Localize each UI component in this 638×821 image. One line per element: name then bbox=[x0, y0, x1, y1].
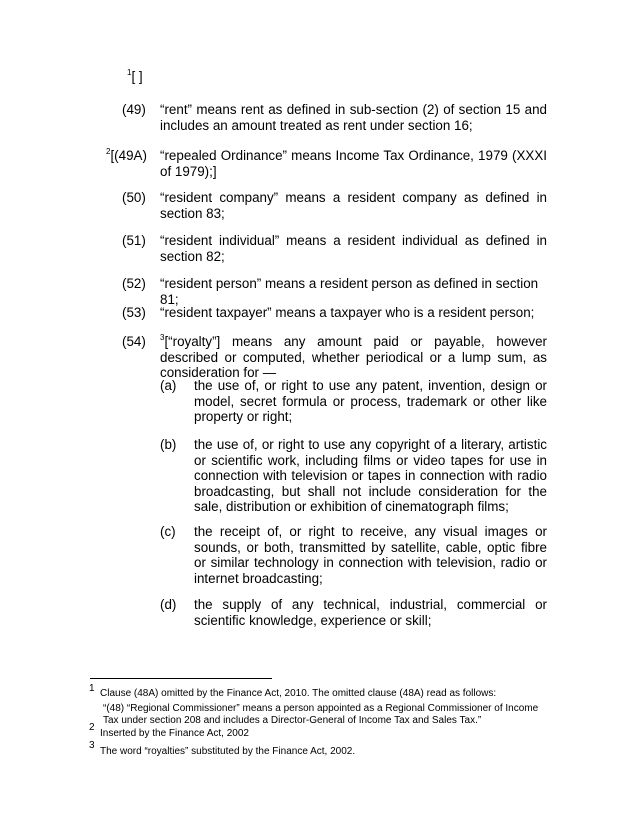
footnote-number-3: 3 bbox=[89, 740, 95, 751]
clause-number-53: (53) bbox=[122, 305, 146, 320]
clause-text-54-body: [“royalty”] means any amount paid or payable, however described or computed, whether periodical or a lump sum, as consideration for — bbox=[160, 334, 547, 381]
subclause-text-b: the use of, or right to use any copyright of a literary, artistic or scientific work, including films or video tapes for use in connection with television or tapes in connection with radio broadcasting, but shall not include consideration for the sale, distribution or exhibition of cinematograph films; bbox=[194, 437, 547, 515]
footnote-number-2: 2 bbox=[89, 722, 95, 733]
subclause-number-c: (c) bbox=[160, 524, 176, 539]
clause-text-52: “resident person” means a resident person as defined in section 81; bbox=[160, 276, 539, 307]
subclause-text-a: the use of, or right to use any patent, invention, design or model, secret formula or process, trademark or other like property or right; bbox=[194, 378, 547, 425]
clause-text-50: “resident company” means a resident company as defined in section 83; bbox=[160, 190, 547, 221]
footnote-ref-3: 3 bbox=[160, 332, 165, 342]
clause-number-51: (51) bbox=[122, 233, 146, 248]
clause-text-49: “rent” means rent as defined in sub-section (2) of section 15 and includes an amount treated as rent under section 16; bbox=[160, 102, 547, 133]
footnote-ref-1: 1 bbox=[127, 67, 132, 77]
clause-number-50: (50) bbox=[122, 190, 146, 205]
clause-number-49a bbox=[106, 148, 147, 164]
omitted-clause-brackets: [ ] bbox=[131, 69, 143, 84]
footnote-ref-2: 2 bbox=[106, 146, 111, 156]
subclause-number-d: (d) bbox=[160, 597, 177, 612]
footnote-text-1: Clause (48A) omitted by the Finance Act, 2010. The omitted clause (48A) read as follows: bbox=[100, 688, 497, 699]
subclause-number-b: (b) bbox=[160, 437, 177, 452]
clause-number-49a-label: [(49A) bbox=[110, 148, 147, 163]
footnote-quoted-clause: “(48) “Regional Commissioner” means a person appointed as a Regional Commissioner of Income Tax under section 208 and includes a Director-General of Income Tax and Sales Tax.” bbox=[103, 703, 539, 726]
clause-text-53: “resident taxpayer” means a taxpayer who is a resident person; bbox=[160, 305, 535, 320]
subclause-number-a: (a) bbox=[160, 378, 177, 393]
footnote-text-2: Inserted by the Finance Act, 2002 bbox=[100, 728, 249, 739]
omitted-clause-marker bbox=[127, 69, 143, 85]
clause-number-49: (49) bbox=[122, 102, 146, 117]
footnote-text-3: The word “royalties” substituted by the Finance Act, 2002. bbox=[100, 746, 356, 757]
footnote-separator bbox=[90, 678, 272, 679]
subclause-text-c: the receipt of, or right to receive, any visual images or sounds, or both, transmitted by satellite, cable, optic fibre or similar technology in connection with television, radio or internet broadcasting; bbox=[194, 524, 547, 586]
clause-number-52: (52) bbox=[122, 276, 146, 291]
footnote-number-1: 1 bbox=[89, 683, 95, 694]
clause-number-54: (54) bbox=[122, 334, 146, 349]
clause-text-54 bbox=[160, 334, 547, 381]
clause-text-49a: “repealed Ordinance” means Income Tax Ordinance, 1979 (XXXI of 1979);] bbox=[160, 148, 547, 179]
subclause-text-d: the supply of any technical, industrial, commercial or scientific knowledge, experience or skill; bbox=[194, 597, 547, 628]
clause-text-51: “resident individual” means a resident individual as defined in section 82; bbox=[160, 233, 547, 264]
